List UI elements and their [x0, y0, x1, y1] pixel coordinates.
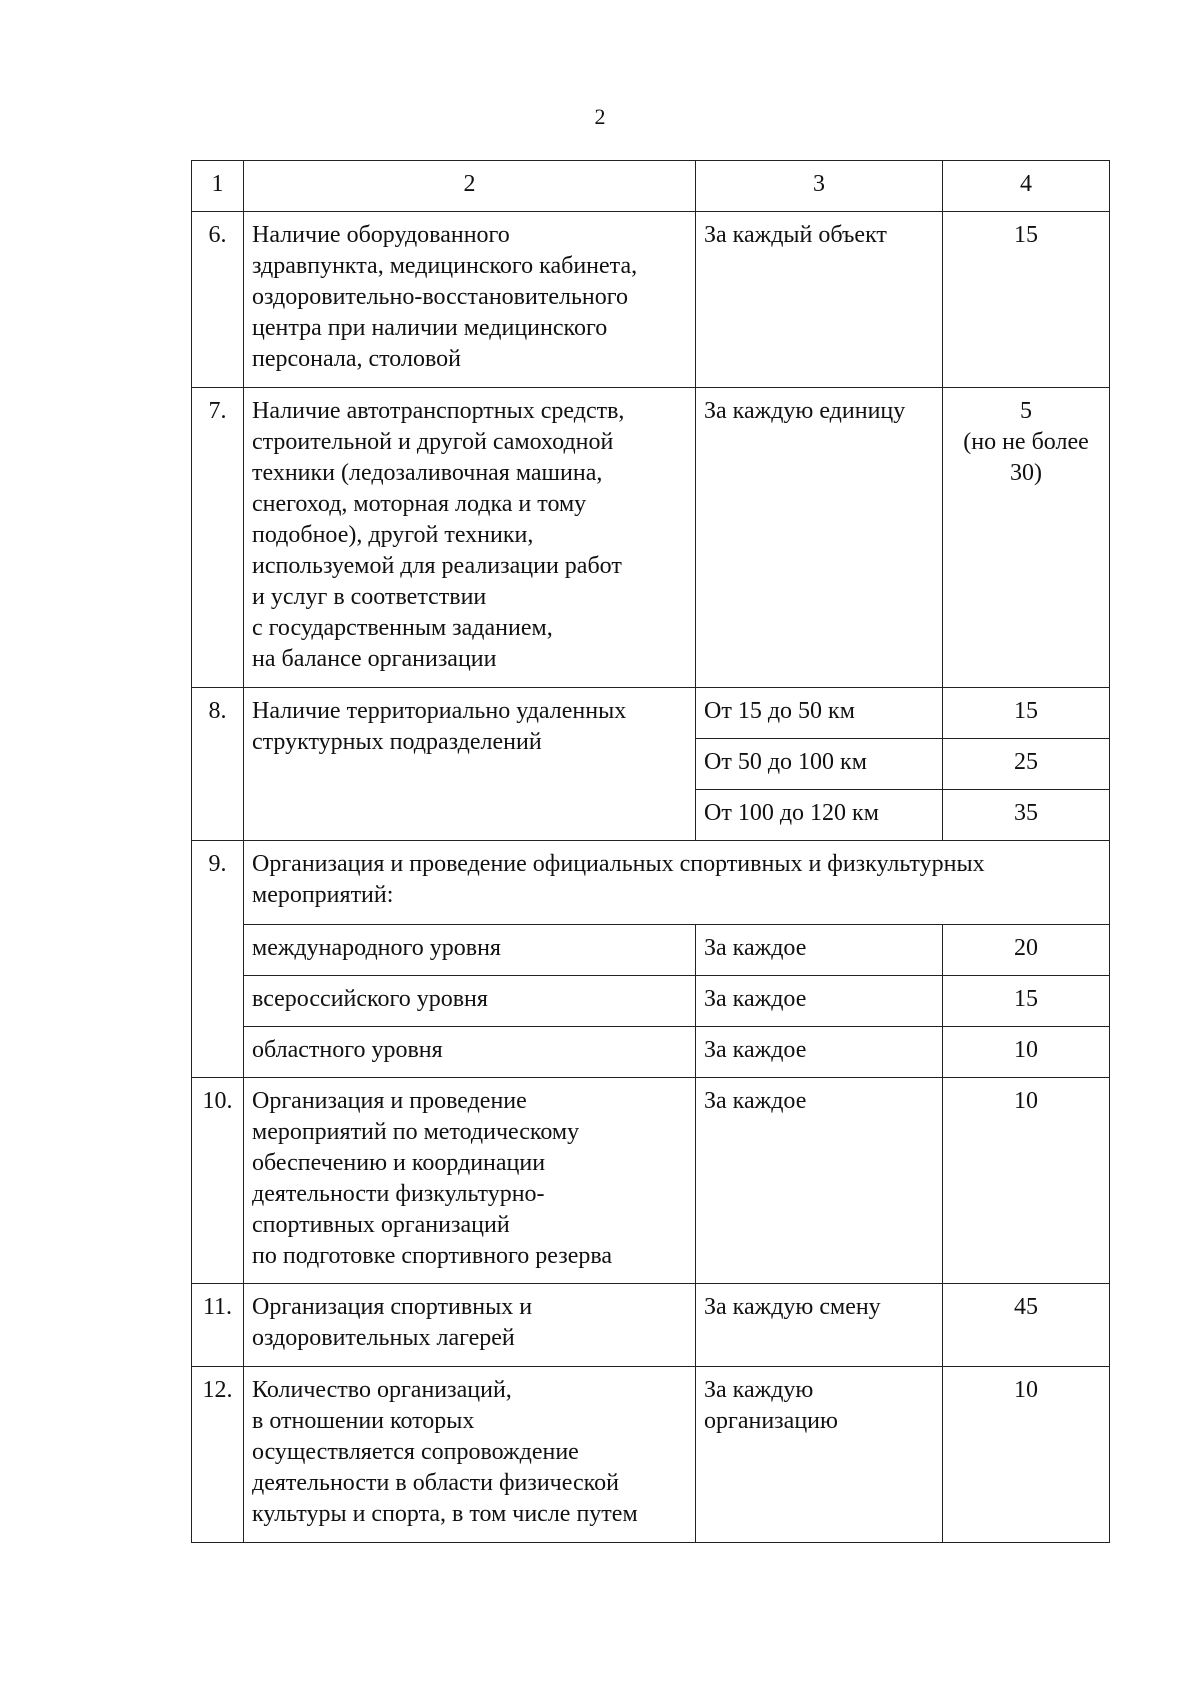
- row-number: 6.: [192, 212, 244, 388]
- row-unit: За каждое: [696, 976, 943, 1027]
- row-description: Организация спортивных и оздоровительных лагерей: [244, 1284, 696, 1367]
- row-unit: За каждое: [696, 925, 943, 976]
- header-cell: 2: [244, 161, 696, 212]
- row-value: 10: [943, 1027, 1110, 1078]
- row-description: Организация и проведение официальных спортивных и физкультурных мероприятий:: [244, 841, 1110, 925]
- criteria-table: [191, 160, 1110, 1543]
- row-level: всероссийского уровня: [244, 976, 696, 1027]
- row-unit: От 50 до 100 км: [696, 739, 943, 790]
- row-number: 12.: [192, 1367, 244, 1543]
- table-row: [192, 976, 1110, 1027]
- row-description: Наличие оборудованного здравпункта, медицинского кабинета, оздоровительно-восстановительного центра при наличии медицинского персонала, столовой: [244, 212, 696, 388]
- row-value: 20: [943, 925, 1110, 976]
- table-row: [192, 841, 1110, 925]
- row-value: 35: [943, 790, 1110, 841]
- row-number: 8.: [192, 688, 244, 841]
- table-row: [192, 1027, 1110, 1078]
- row-unit: За каждую смену: [696, 1284, 943, 1367]
- page-number: 2: [594, 104, 606, 129]
- row-number: 9.: [192, 841, 244, 1078]
- table-row: [192, 1284, 1110, 1367]
- table-row: [192, 688, 1110, 739]
- row-unit: За каждую организацию: [696, 1367, 943, 1543]
- row-value: 15: [943, 976, 1110, 1027]
- row-unit: За каждый объект: [696, 212, 943, 388]
- row-description: Количество организаций, в отношении которых осуществляется сопровождение деятельности в области физической культуры и спорта, в том числе путем: [244, 1367, 696, 1543]
- row-description: Наличие территориально удаленных структурных подразделений: [244, 688, 696, 841]
- row-unit: От 100 до 120 км: [696, 790, 943, 841]
- table-row: [192, 212, 1110, 388]
- row-number: 11.: [192, 1284, 244, 1367]
- header-cell: 4: [943, 161, 1110, 212]
- row-unit: За каждую единицу: [696, 388, 943, 688]
- header-cell: 3: [696, 161, 943, 212]
- row-unit: От 15 до 50 км: [696, 688, 943, 739]
- row-description: Наличие автотранспортных средств, строительной и другой самоходной техники (ледозаливочная машина, снегоход, моторная лодка и тому подобное), другой техники, используемой для реализации работ и услуг в соответствии с государственным заданием, на балансе организации: [244, 388, 696, 688]
- row-value: 25: [943, 739, 1110, 790]
- row-unit: За каждое: [696, 1027, 943, 1078]
- row-level: международного уровня: [244, 925, 696, 976]
- row-value: 5 (но не более 30): [943, 388, 1110, 688]
- row-number: 10.: [192, 1078, 244, 1284]
- row-level: областного уровня: [244, 1027, 696, 1078]
- row-value: 15: [943, 212, 1110, 388]
- table-row: [192, 1367, 1110, 1543]
- row-number: 7.: [192, 388, 244, 688]
- table-row: [192, 388, 1110, 688]
- table-row: [192, 1078, 1110, 1284]
- row-value: 45: [943, 1284, 1110, 1367]
- table-header-row: [192, 161, 1110, 212]
- table-row: [192, 925, 1110, 976]
- row-unit: За каждое: [696, 1078, 943, 1284]
- row-value: 15: [943, 688, 1110, 739]
- row-description: Организация и проведение мероприятий по методическому обеспечению и координации деятельности физкультурно- спортивных организаций по подготовке спортивного резерва: [244, 1078, 696, 1284]
- row-value: 10: [943, 1367, 1110, 1543]
- row-value: 10: [943, 1078, 1110, 1284]
- header-cell: 1: [192, 161, 244, 212]
